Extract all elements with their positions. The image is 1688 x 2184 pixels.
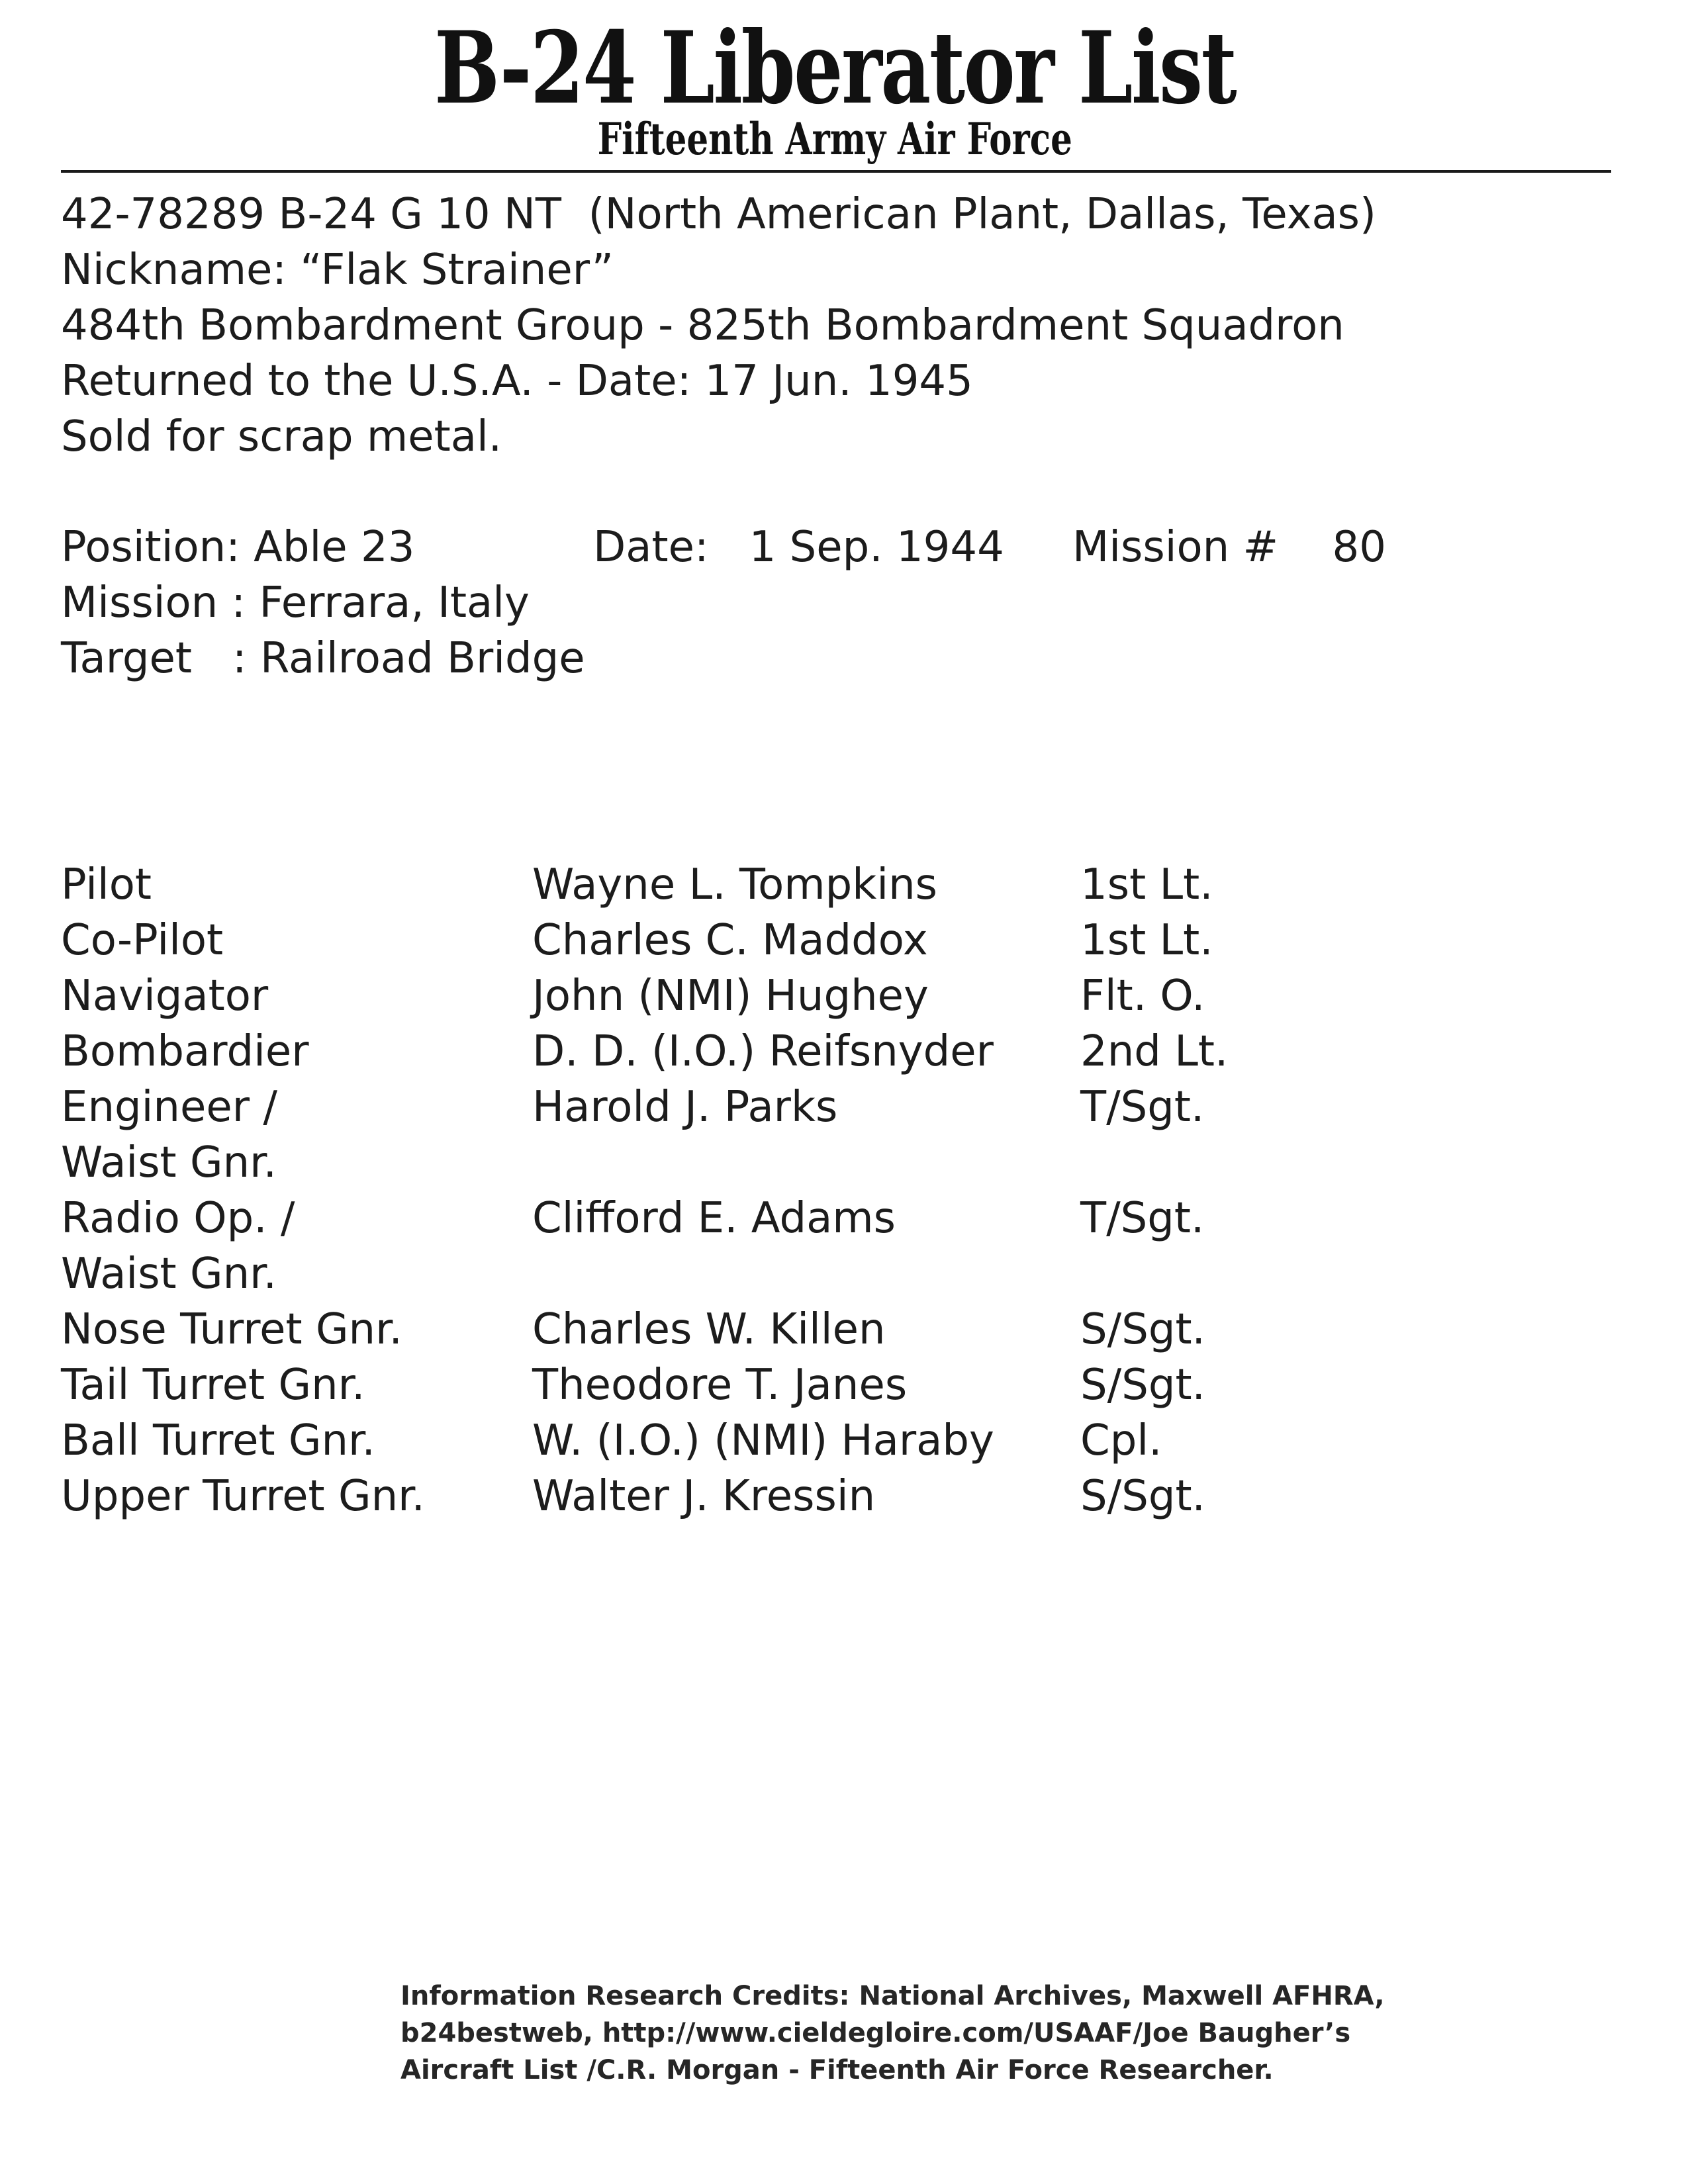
crew-rank: 1st Lt. — [1080, 860, 1213, 909]
credits-line: Information Research Credits: National Archives, Maxwell AFHRA, — [400, 1981, 1385, 2011]
crew-name: Wayne L. Tompkins — [532, 860, 937, 909]
crew-role: Bombardier — [61, 1027, 309, 1076]
crew-rank: S/Sgt. — [1080, 1305, 1205, 1354]
credits-line: Aircraft List /C.R. Morgan - Fifteenth Air Force Researcher. — [400, 2055, 1274, 2085]
mission-target-line: Target : Railroad Bridge — [61, 634, 585, 683]
crew-name: Harold J. Parks — [532, 1083, 838, 1132]
crew-rank: T/Sgt. — [1080, 1194, 1205, 1243]
crew-role: Ball Turret Gnr. — [61, 1416, 375, 1465]
crew-role: Co-Pilot — [61, 916, 224, 965]
crew-rank: Flt. O. — [1080, 972, 1205, 1021]
crew-rank: 1st Lt. — [1080, 916, 1213, 965]
crew-role: Radio Op. / Waist Gnr. — [61, 1194, 295, 1298]
crew-name: Clifford E. Adams — [532, 1194, 896, 1243]
crew-name: Charles C. Maddox — [532, 916, 928, 965]
research-credits — [400, 1978, 1393, 2089]
crew-ranks-column — [1080, 857, 1228, 1524]
crew-name: Walter J. Kressin — [532, 1472, 876, 1521]
crew-name: John (NMI) Hughey — [532, 972, 929, 1021]
mission-position: Position: Able 23 — [61, 523, 415, 572]
aircraft-unit-line: 484th Bombardment Group - 825th Bombardment Squadron — [61, 301, 1344, 350]
crew-name: W. (I.O.) (NMI) Haraby — [532, 1416, 994, 1465]
crew-name: Charles W. Killen — [532, 1305, 886, 1354]
aircraft-serial-line: 42-78289 B-24 G 10 NT (North American Plant, Dallas, Texas) — [61, 190, 1376, 239]
crew-role: Navigator — [61, 972, 269, 1021]
crew-rank: S/Sgt. — [1080, 1472, 1205, 1521]
credits-line: b24bestweb, http://www.cieldegloire.com/USAAF/Joe Baugher’s — [400, 2018, 1351, 2048]
crew-names-column — [532, 857, 994, 1524]
crew-role: Upper Turret Gnr. — [61, 1472, 425, 1521]
crew-rank: Cpl. — [1080, 1416, 1162, 1465]
crew-role: Pilot — [61, 860, 152, 909]
crew-rank: 2nd Lt. — [1080, 1027, 1229, 1076]
crew-rank: S/Sgt. — [1080, 1361, 1205, 1410]
page-subtitle: Fifteenth Army Air Force — [597, 113, 1072, 165]
crew-name: Theodore T. Janes — [532, 1361, 908, 1410]
mission-location-line: Mission : Ferrara, Italy — [61, 578, 530, 627]
aircraft-nickname-line: Nickname: “Flak Strainer” — [61, 246, 614, 295]
page-title: B-24 Liberator List — [434, 10, 1236, 126]
crew-role: Engineer / Waist Gnr. — [61, 1083, 277, 1187]
mission-date: Date: 1 Sep. 1944 — [593, 523, 1004, 572]
mission-number: Mission # 80 — [1072, 523, 1386, 572]
crew-rank: T/Sgt. — [1080, 1083, 1205, 1132]
crew-role: Tail Turret Gnr. — [61, 1361, 365, 1410]
header-divider — [61, 170, 1611, 173]
crew-roles-column — [61, 857, 425, 1524]
crew-name: D. D. (I.O.) Reifsnyder — [532, 1027, 994, 1076]
aircraft-fate-line: Sold for scrap metal. — [61, 412, 502, 461]
aircraft-returned-line: Returned to the U.S.A. - Date: 17 Jun. 1945 — [61, 357, 973, 406]
crew-role: Nose Turret Gnr. — [61, 1305, 402, 1354]
